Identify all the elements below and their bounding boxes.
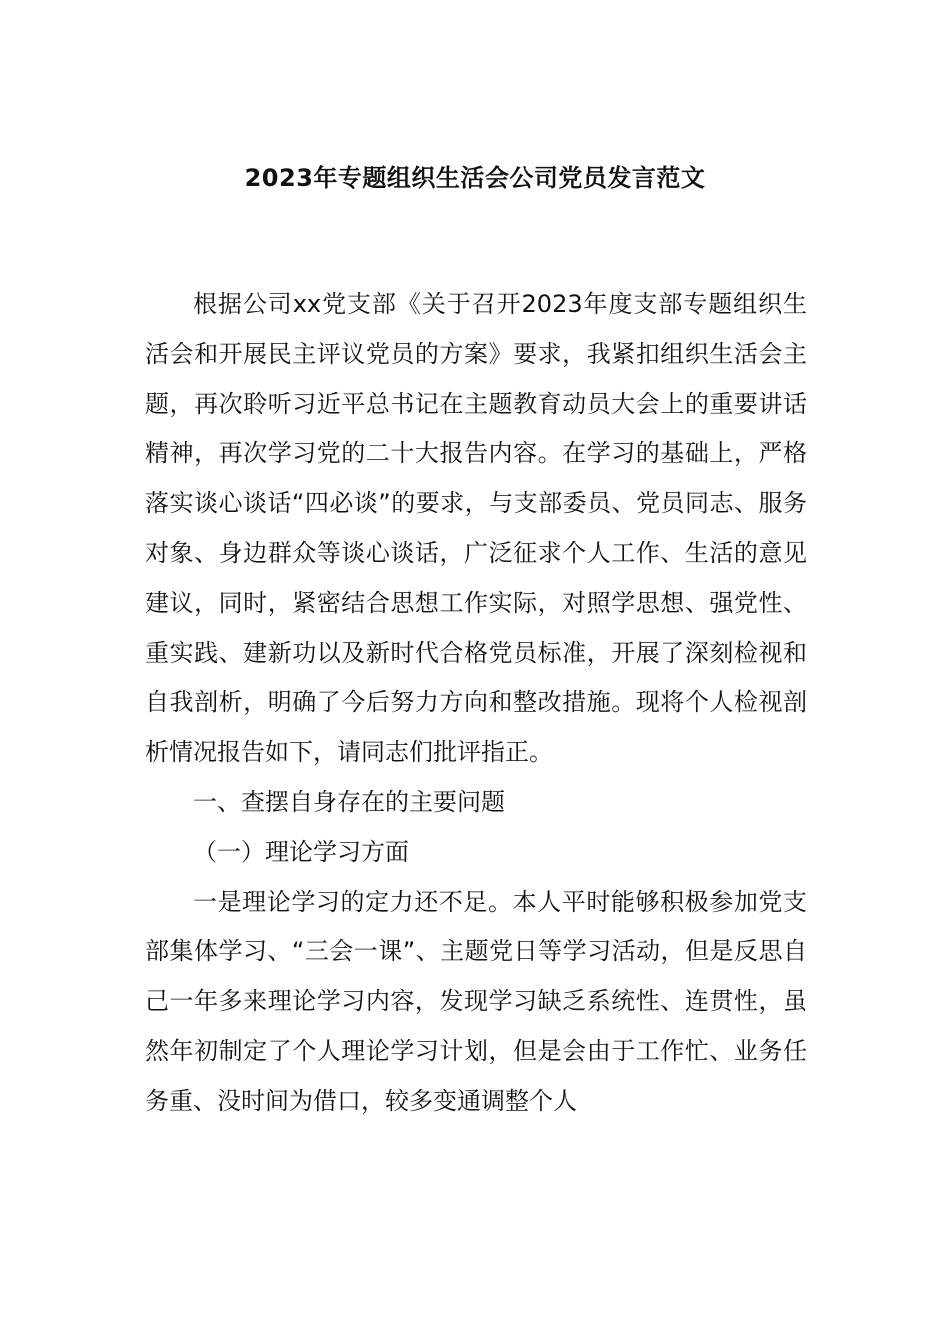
section-heading: 一、查摆自身存在的主要问题 xyxy=(193,787,505,816)
paragraph-point-one: 一是理论学习的定力还不足。本人平时能够积极参加党支部集体学习、“三会一课”、主题党日等学习活动，但是反思自己一年多来理论学习内容，发现学习缺乏系统性、连贯性，虽然年初制定了个人理论学习计划，但是会由于工作忙、业务任务重、没时间为借口，较多变通调整个人 xyxy=(145,887,807,1115)
document-title: 2023年专题组织生活会公司党员发言范文 xyxy=(244,164,706,192)
document-body xyxy=(145,280,807,1127)
subsection-heading: （一）理论学习方面 xyxy=(193,837,409,866)
paragraph-intro: 根据公司xx党支部《关于召开2023年度支部专题组织生活会和开展民主评议党员的方案》要求，我紧扣组织生活会主题，再次聆听习近平总书记在主题教育动员大会上的重要讲话精神，再次学习党的二十大报告内容。在学习的基础上，严格落实谈心谈话“四必谈”的要求，与支部委员、党员同志、服务对象、身边群众等谈心谈话，广泛征求个人工作、生活的意见建议，同时，紧密结合思想工作实际，对照学思想、强党性、重实践、建新功以及新时代合格党员标准，开展了深刻检视和自我剖析，明确了今后努力方向和整改措施。现将个人检视剖析情况报告如下，请同志们批评指正。 xyxy=(145,290,807,767)
